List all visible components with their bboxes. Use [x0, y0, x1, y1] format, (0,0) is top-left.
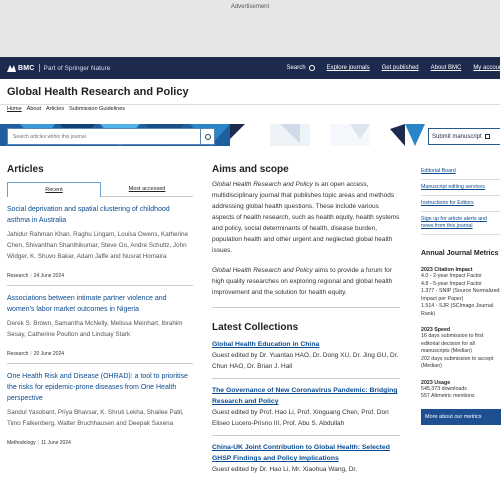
article-type: Methodology: [7, 440, 36, 446]
part-of-label: Part of Springer Nature: [43, 64, 111, 72]
meta-separator: |: [30, 351, 32, 357]
aims-text: is an open access, multidisciplinary journal that publishes topic areas and methods addressing global health questions. These include various aspects of health research, such as health equity, health systems and policy, social determinants of health, disease burden, population health and other urgent and neglected global health issues.: [212, 181, 400, 254]
submit-label: Submit manuscript: [432, 133, 482, 140]
metric-line: 1.514 - SJR (SCImago Journal Rank): [421, 303, 494, 317]
logo-divider: [39, 64, 40, 72]
metrics-heading: Annual Journal Metrics: [421, 250, 499, 257]
article-authors: Sandul Yasobant, Priya Bhavsar, K. Shruti Lekha, Shailee Patil, Timo Falkenberg, Walter Bruchhausen and Deepak Saxena: [7, 409, 184, 427]
metric-line: 557 Altmetric mentions: [421, 393, 475, 399]
article-meta: [7, 351, 193, 357]
article-meta: [7, 440, 193, 446]
aims-text: aims to provide a forum for high quality researches on exploring regional and global health improvement and the solution for health equity.: [212, 267, 393, 296]
collections-heading: Latest Collections: [212, 322, 299, 333]
journal-search-input[interactable]: [8, 129, 200, 144]
article-title[interactable]: Social deprivation and spatial clustering of childhood asthma in Australia: [7, 206, 170, 224]
articles-section: [7, 164, 193, 452]
article-meta: [7, 273, 193, 279]
aims-heading: Aims and scope: [212, 164, 289, 175]
collection-title[interactable]: Global Health Education in China: [212, 341, 320, 348]
subnav-home[interactable]: Home: [7, 106, 22, 112]
article-date: 11 June 2024: [40, 440, 71, 446]
collection-title[interactable]: The Governance of New Coronavirus Pandemic: Bridging Research and Policy: [212, 387, 398, 405]
journal-search-box: [7, 128, 215, 145]
nav-get-published[interactable]: Get published: [381, 65, 419, 71]
metric-line: 202 days submission to accept (Median): [421, 355, 494, 369]
bmc-logo-icon: [7, 65, 16, 72]
collection-editors: Guest edited by Dr. Yuantao HAO, Dr. Dong XU, Dr. Jing GU, Dr. Chun HAO, Dr. Brian J. Hall: [212, 352, 399, 370]
collection-editors: Guest edited by Prof. Hao Li, Prof. Xinguang Chen, Prof. Don Eliseo Lucero-Prisno III, Prof. Abu S. Abdullah: [212, 409, 389, 427]
article-item: [7, 364, 193, 452]
article-authors: Jahidur Rahman Khan, Raghu Lingam, Louisa Owens, Katherine Chen, Shivanthan Shanthikumar, Steve Oo, Andre Schultz, John Widger, K. Shuvo Bakar, Adam Jaffe and Nusrat Homaira: [7, 231, 188, 260]
collection-item: [212, 385, 400, 436]
metric-line: 16 days submission to first editorial decision for all manuscripts (Median): [421, 333, 484, 354]
external-link-icon: [485, 134, 490, 139]
nav-search-button[interactable]: [287, 65, 315, 71]
submit-manuscript-button[interactable]: [428, 128, 500, 145]
article-type: Research: [7, 351, 29, 357]
sidebar-article-alerts[interactable]: Sign up for article alerts and news from this journal: [421, 212, 500, 235]
more-metrics-button[interactable]: More about our metrics: [421, 409, 501, 425]
usage-heading: 2023 Usage: [421, 379, 451, 386]
meta-separator: |: [30, 273, 32, 279]
search-icon: [205, 134, 211, 140]
collection-title[interactable]: China-UK Joint Contribution to Global Health: Selected GHSP Findings and Policy Implications: [212, 444, 390, 462]
collection-item: [212, 442, 400, 481]
article-item: [7, 286, 193, 364]
metric-line: 545,373 downloads: [421, 385, 467, 392]
collection-editors: Guest edited by Dr. Hao Li, Mr. Xiaohua Wang, Dr.: [212, 466, 357, 473]
subnav-about[interactable]: About: [26, 106, 42, 112]
subnav-articles[interactable]: Articles: [46, 106, 65, 112]
articles-tabs: [7, 182, 193, 197]
journal-search-button[interactable]: [200, 129, 214, 144]
article-title[interactable]: Associations between intimate partner violence and women's labor market outcomes in Nigeria: [7, 295, 167, 313]
metric-line: 4.0 - 2-year Impact Factor: [421, 273, 482, 279]
main-content: [212, 164, 400, 481]
citation-heading: 2023 Citation Impact: [421, 267, 473, 273]
journal-title[interactable]: Global Health Research and Policy: [7, 86, 189, 98]
article-date: 24 June 2024: [33, 273, 65, 279]
journal-name-italic: Global Health Research and Policy: [212, 181, 313, 188]
article-item: [7, 197, 193, 286]
sidebar-manuscript-editing[interactable]: Manuscript editing services: [421, 180, 500, 196]
search-icon: [309, 65, 315, 71]
speed-heading: 2023 Speed: [421, 327, 451, 333]
meta-separator: |: [37, 440, 39, 446]
collection-item: [212, 339, 400, 379]
aims-section: [212, 164, 400, 298]
nav-search-label: Search: [286, 65, 306, 71]
metric-line: 4.8 - 5-year Impact Factor: [421, 280, 482, 287]
section-divider: [212, 307, 400, 308]
nav-my-account[interactable]: My account: [473, 65, 504, 71]
ad-banner: [0, 0, 500, 57]
journal-name-italic: Global Health Research and Policy: [212, 267, 313, 274]
journal-subnav: [7, 106, 125, 112]
right-sidebar: [421, 164, 500, 425]
articles-heading: Articles: [7, 164, 44, 175]
article-authors: Derek S. Brown, Samantha McNelly, Melissa Meinhart, Ibrahim Sesay, Catherine Poulton and Lindsay Stark: [7, 320, 183, 338]
ad-label: Advertisement: [230, 4, 270, 10]
metric-line: 1.377 - SNIP (Source Normalized Impact per Paper): [421, 288, 500, 302]
sidebar-instructions-editors[interactable]: Instructions for Editors: [421, 196, 500, 212]
article-title[interactable]: One Health Risk and Disease (OHRAD): a tool to prioritise the risks for epidemic-prone diseases from One Health perspective: [7, 373, 188, 402]
aims-paragraph: [212, 265, 400, 298]
bmc-logo[interactable]: [7, 64, 110, 72]
subnav-submission-guidelines[interactable]: Submission Guidelines: [69, 106, 126, 112]
journal-header: [0, 79, 500, 105]
sidebar-editorial-board[interactable]: Editorial Board: [421, 164, 500, 180]
brand-name: BMC: [18, 64, 35, 72]
tab-recent[interactable]: Recent: [7, 182, 101, 197]
nav-about-bmc[interactable]: About BMC: [430, 65, 462, 71]
tab-most-accessed[interactable]: Most accessed: [101, 182, 193, 197]
article-type: Research: [7, 273, 29, 279]
nav-explore-journals[interactable]: Explore journals: [326, 65, 370, 71]
aims-paragraph: [212, 179, 400, 256]
top-nav: [0, 57, 504, 79]
article-date: 20 June 2024: [33, 351, 65, 357]
